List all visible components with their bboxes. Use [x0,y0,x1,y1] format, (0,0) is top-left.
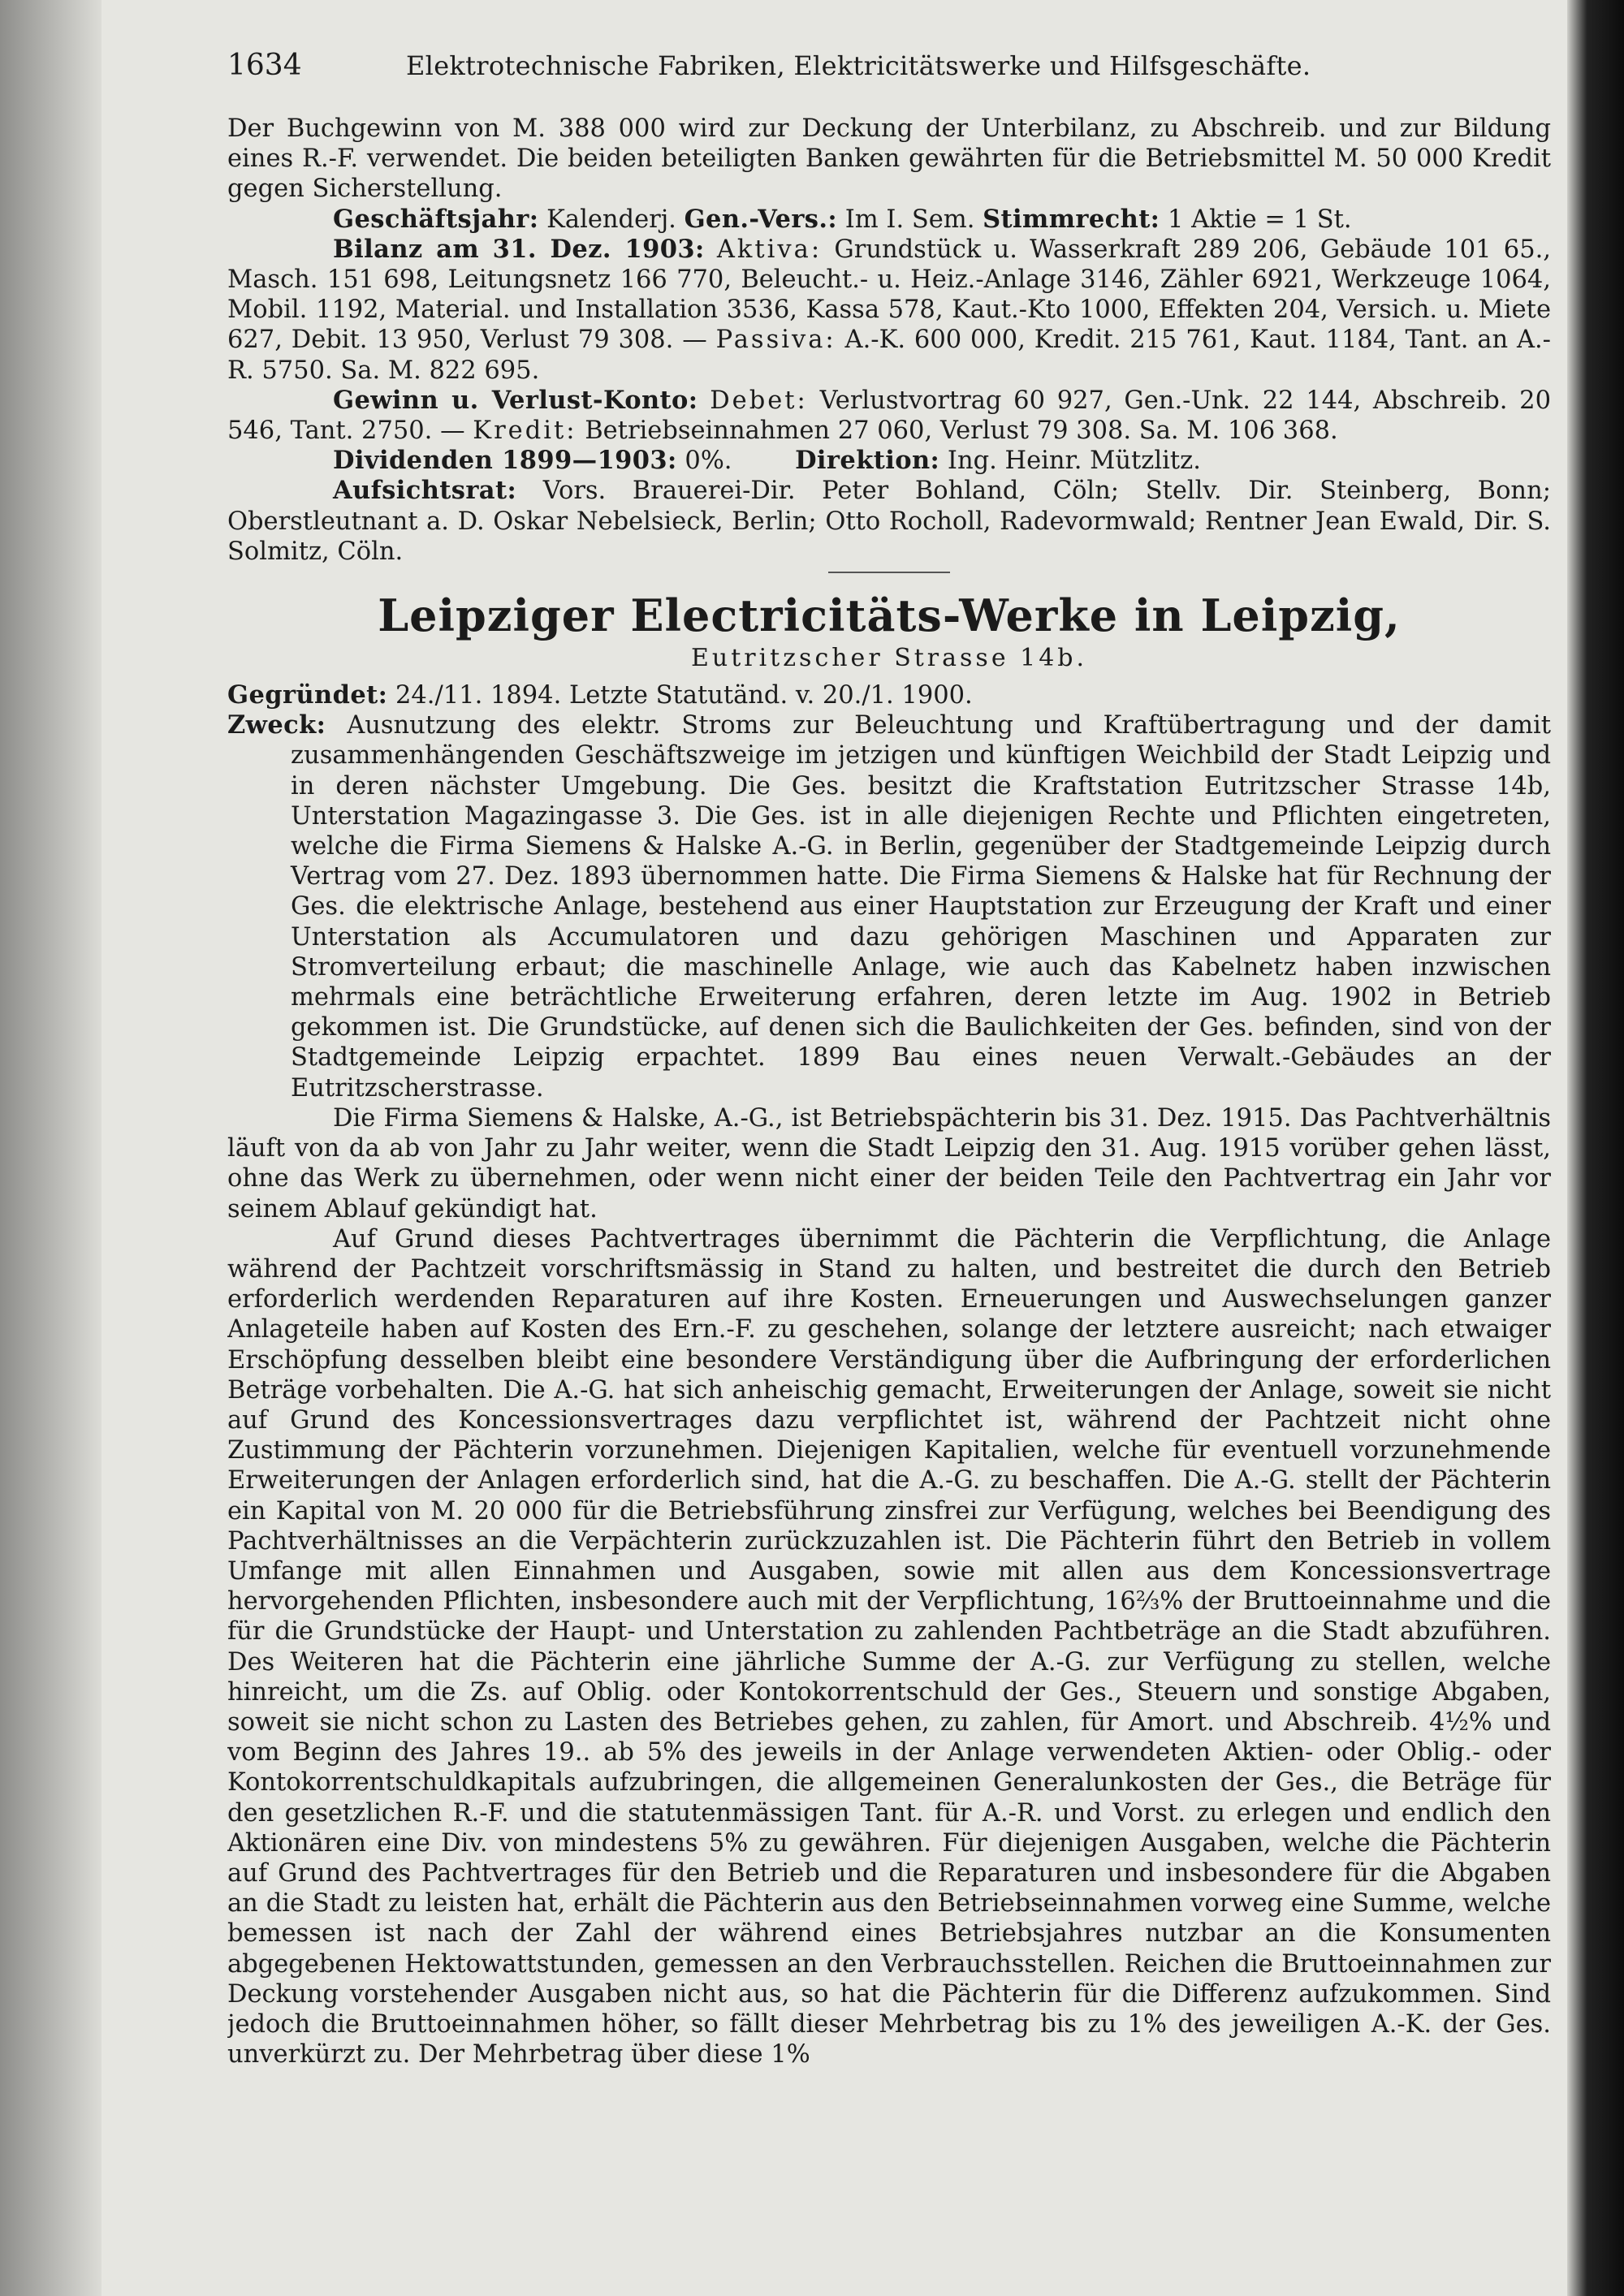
aufsichtsrat-text: Vors. Brauerei-Dir. Peter Bohland, Cöln; Stellv. Dir. Steinberg, Bonn; Oberstleutnant a. D. Oskar Nebelsieck, Berlin; Otto Rocholl, Radevormwald; Rentner Jean Ewald, Dir. S. Solmitz, Cöln. [227,477,1551,566]
zweck-paragraph [227,710,1551,1103]
aktiva-text: Grundstück u. Wasserkraft 289 206, Gebäude 101 65., Masch. 151 698, Leitungsnetz 166 770, Beleucht.- u. Heiz.-Anlage 3146, Zähler 6921, Werkzeuge 1064, Mobil. 1192, Material. und Installation 3536, Kassa 578, Kaut.-Kto 1000, Effekten 204, Versich. u. Miete 627, Debit. 13 950, Verlust 79 308. — [227,235,1551,355]
entry-divider [828,572,950,573]
guv-label: Gewinn u. Verlust-Konto: [333,385,698,415]
entry-title-block [227,588,1551,674]
dividenden-label: Dividenden 1899—1903: [333,446,677,476]
aufsichtsrat-label: Aufsichtsrat: [333,476,517,506]
gegruendet-value: 24./11. 1894. Letzte Statutänd. v. 20./1. 1900. [395,681,973,710]
company-entry [227,588,1551,2069]
prev-guv-paragraph [227,386,1551,446]
zweck-label: Zweck: [227,710,326,740]
company-title: Leipziger Electricitäts-Werke in Leipzig, [378,589,1401,642]
scan-left-shadow [0,0,102,2296]
scan-right-edge [1567,0,1624,2296]
page-header [227,49,1551,114]
company-address: Eutritzscher Strasse 14b. [690,644,1088,673]
prev-bilanz-paragraph [227,235,1551,386]
passiva-label: Passiva: [715,326,836,355]
kredit-label: Kredit: [473,416,577,446]
zweck-text: Ausnutzung des elektr. Stroms zur Beleuchtung und Kraftübertragung und der damit zusammenhängenden Geschäftszweige im jetzigen und künftigen Weichbild der Stadt Leipzig und in deren nächster Umgebung. Die Ges. besitzt die Kraftstation Eutritzscher Strasse 14b, Unterstation Magazingasse 3. Die Ges. ist in alle diejenigen Rechte und Pflichten eingetreten, welche die Firma Siemens & Halske A.-G. in Berlin, gegenüber der Stadtgemeinde Leipzig durch Vertrag vom 27. Dez. 1893 übernommen hatte. Die Firma Siemens & Halske hat für Rechnung der Ges. die elektrische Anlage, bestehend aus einer Hauptstation zur Erzeugung der Kraft und einer Unterstation als Accumulatoren und dazu gehörigen Maschinen und Apparaten zur Stromverteilung erbaut; die maschinelle Anlage, wie auch das Kabelnetz haben inzwischen mehrmals eine beträchtliche Erweiterung erfahren, deren letzte im Aug. 1902 in Betrieb gekommen ist. Die Grundstücke, auf denen sich die Baulichkeiten der Ges. befinden, sind von der Stadtgemeinde Leipzig erpachtet. 1899 Bau eines neuen Verwalt.-Gebäudes an der Eutritzscherstrasse. [291,711,1551,1103]
running-head: Elektrotechnische Fabriken, Elektricitätswerke und Hilfsgeschäfte. [406,50,1311,81]
dividenden-value: 0%. [685,447,732,476]
stimmrecht-label: Stimmrecht: [983,204,1160,234]
bilanz-label: Bilanz am 31. Dez. 1903: [333,234,705,264]
aktiva-label: Aktiva: [716,235,823,264]
document-page [227,49,1551,2281]
previous-entry [227,114,1551,567]
debet-label: Debet: [710,386,808,415]
kredit-text: Betriebseinnahmen 27 060, Verlust 79 308. Sa. M. 106 368. [585,416,1338,446]
passiva-text: A.-K. 600 000, Kredit. 215 761, Kaut. 1184, Tant. an A.-R. 5750. Sa. M. 822 695. [227,326,1551,385]
genvers-label: Gen.-Vers.: [684,204,838,234]
gegruendet-line [227,680,1551,710]
prev-meeting-line [227,205,1551,235]
lease-obligations-paragraph: Auf Grund dieses Pachtvertrages übernimmt die Pächterin die Verpflichtung, die Anlage während der Pachtzeit vorschriftsmässig in Stand zu halten, und bestreitet die durch den Betrieb erforderlich werdenden Reparaturen auf ihre Kosten. Erneuerungen und Auswechselungen ganzer Anlageteile haben auf Kosten des Ern.-F. zu geschehen, solange der letztere ausreicht; nach etwaiger Erschöpfung desselben bleibt eine besondere Verständigung über die Aufbringung der erforderlichen Beträge vorbehalten. Die A.-G. hat sich anheischig gemacht, Erweiterungen der Anlage, soweit sie nicht auf Grund des Koncessionsvertrages dazu verpflichtet ist, während der Pachtzeit nicht ohne Zustimmung der Pächterin vorzunehmen. Diejenigen Kapitalien, welche für eventuell vorzunehmende Erweiterungen der Anlagen erforderlich sind, hat die A.-G. zu beschaffen. Die A.-G. stellt der Pächterin ein Kapital von M. 20 000 für die Betriebsführung zinsfrei zur Verfügung, welches bei Beendigung des Pachtverhältnisses an die Verpächterin zurückzuzahlen ist. Die Pächterin führt den Betrieb in vollem Umfange mit allen Einnahmen und Ausgaben, sowie mit allen aus dem Koncessionsvertrage hervorgehenden Pflichten, insbesondere auch mit der Verpflichtung, 16⅔% der Bruttoeinnahme und die für die Grundstücke der Haupt- und Unterstation zu zahlenden Pachtbeträge an die Stadt abzuführen. Des Weiteren hat die Pächterin eine jährliche Summe der A.-G. zur Verfügung zu stellen, welche hinreicht, um die Zs. auf Oblig. oder Kontokorrentschuld der Ges., Steuern und sonstige Abgaben, soweit sie nicht schon zu Lasten des Betriebes gehen, zu zahlen, für Amort. und Abschreib. 4½% und vom Beginn des Jahres 19.. ab 5% des jeweils in der Anlage verwendeten Aktien- oder Oblig.- oder Kontokorrentschuldkapitals aufzubringen, die allgemeinen Generalunkosten der Ges., die Beträge für den gesetzlichen R.-F. und die statutenmässigen Tant. für A.-R. und Vorst. zu erlegen und endlich den Aktionären eine Div. von mindestens 5% zu gewähren. Für diejenigen Ausgaben, welche die Pächterin auf Grund des Pachtvertrages für den Betrieb und die Reparaturen und insbesondere für die Abgaben an die Stadt zu leisten hat, erhält die Pächterin aus den Betriebseinnahmen vorweg eine Summe, welche bemessen ist nach der Zahl der während eines Betriebsjahres nutzbar an die Konsumenten abgegebenen Hektowattstunden, gemessen an den Verbrauchsstellen. Reichen die Bruttoeinnahmen zur Deckung vorstehender Ausgaben nicht aus, so hat die Pächterin für die Differenz aufzukommen. Sind jedoch die Bruttoeinnahmen höher, so fällt dieser Mehrbetrag bis zu 1% des jeweiligen A.-K. der Ges. unverkürzt zu. Der Mehrbetrag über diese 1% [227,1224,1551,2069]
lease-term-paragraph: Die Firma Siemens & Halske, A.-G., ist Betriebspächterin bis 31. Dez. 1915. Das Pachtverhältnis läuft von da ab von Jahr zu Jahr weiter, wenn die Stadt Leipzig den 31. Aug. 1915 vorüber gehen lässt, ohne das Werk zu übernehmen, oder wenn nicht einer der beiden Teile den Pachtvertrag ein Jahr vor seinem Ablauf gekündigt hat. [227,1103,1551,1224]
prev-dividend-line [227,446,1551,476]
direktion-label: Direktion: [795,446,940,476]
prev-intro-paragraph: Der Buchgewinn von M. 388 000 wird zur Deckung der Unterbilanz, zu Abschreib. und zur Bildung eines R.-F. verwendet. Die beiden beteiligten Banken gewährten für die Betriebsmittel M. 50 000 Kredit gegen Sicherstellung. [227,114,1551,204]
prev-aufsichtsrat-paragraph [227,476,1551,567]
debet-text: Verlustvortrag 60 927, Gen.-Unk. 22 144, Abschreib. 20 546, Tant. 2750. — [227,386,1551,446]
stimmrecht-value: 1 Aktie = 1 St. [1168,205,1352,234]
genvers-value: Im I. Sem. [844,205,975,234]
direktion-value: Ing. Heinr. Mützlitz. [947,447,1201,476]
gegruendet-label: Gegründet: [227,680,388,710]
geschaeftsjahr-value: Kalenderj. [546,205,676,234]
geschaeftsjahr-label: Geschäftsjahr: [333,204,539,234]
page-number: 1634 [227,49,302,82]
